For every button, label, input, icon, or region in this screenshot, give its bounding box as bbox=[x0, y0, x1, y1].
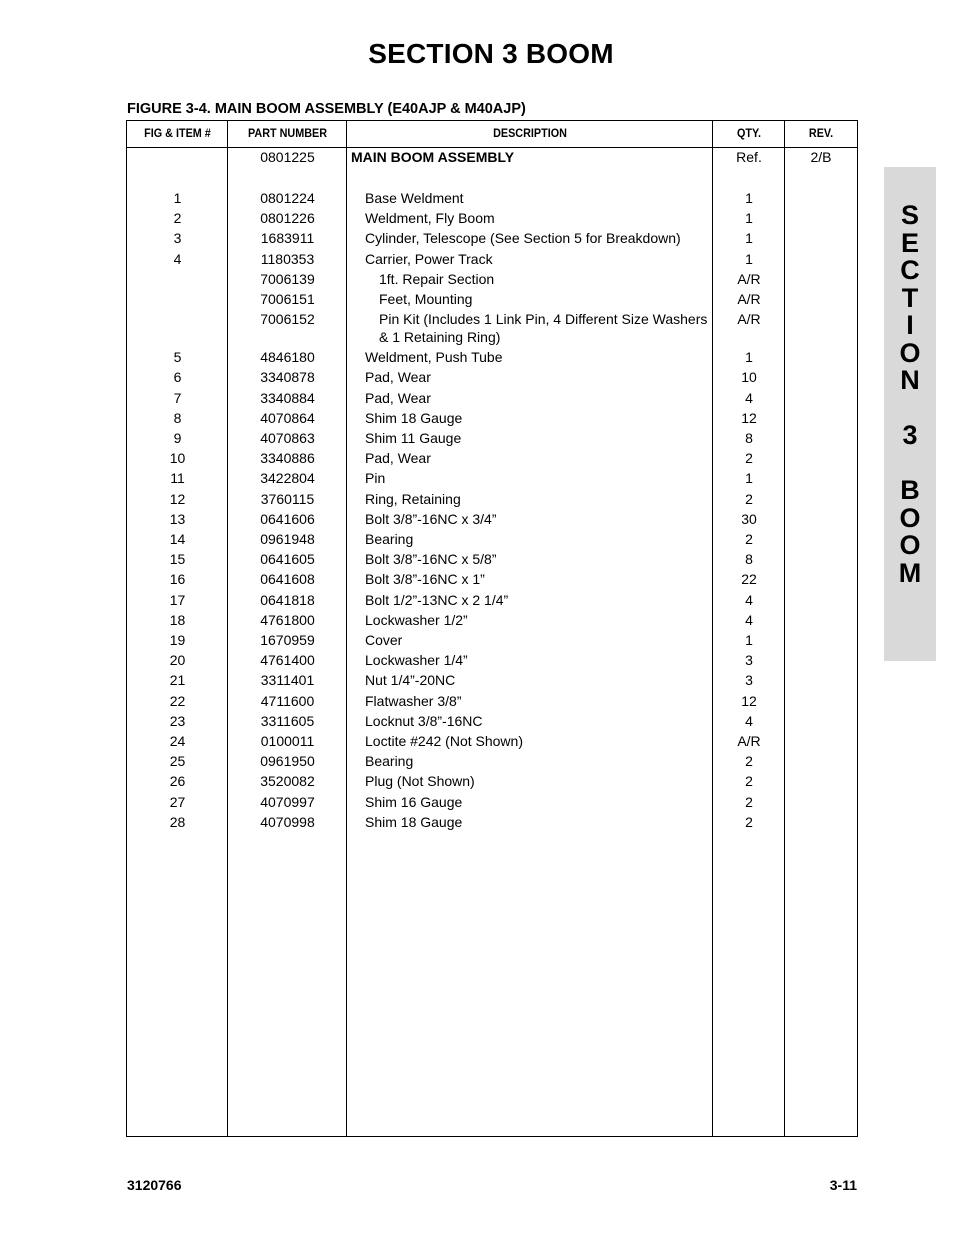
row-fig-item: 23 bbox=[169, 712, 186, 729]
row-description: Cylinder, Telescope (See Section 5 for Breakdown) bbox=[365, 230, 681, 247]
row-qty: 1 bbox=[745, 470, 753, 487]
row-description: Shim 18 Gauge bbox=[365, 409, 463, 426]
row-description: Pad, Wear bbox=[365, 450, 431, 467]
page-title: SECTION 3 BOOM bbox=[368, 38, 614, 69]
row-part-number: 3340884 bbox=[260, 389, 315, 406]
row-qty: 12 bbox=[741, 692, 757, 709]
row-part-number: 0801225 bbox=[260, 149, 315, 165]
row-description: Lockwasher 1/4” bbox=[365, 652, 468, 669]
row-part-number: 4761400 bbox=[260, 652, 315, 669]
row-qty: 1 bbox=[745, 230, 753, 247]
parts-table bbox=[126, 120, 858, 1137]
row-description: Feet, Mounting bbox=[379, 291, 473, 307]
row-fig-item: 11 bbox=[170, 470, 185, 487]
row-part-number: 0801226 bbox=[260, 210, 315, 227]
row-fig-item: 16 bbox=[169, 571, 186, 588]
row-description: MAIN BOOM ASSEMBLY bbox=[351, 149, 515, 165]
row-qty: 10 bbox=[741, 369, 757, 386]
row-description: Pad, Wear bbox=[365, 389, 431, 406]
row-qty: A/R bbox=[737, 311, 761, 328]
row-fig-item: 8 bbox=[173, 409, 182, 426]
row-part-number: 1683911 bbox=[260, 230, 315, 247]
row-description: Weldment, Fly Boom bbox=[365, 210, 495, 227]
row-description: Ring, Retaining bbox=[365, 490, 461, 507]
row-part-number: 0100011 bbox=[260, 733, 315, 749]
section-side-tab bbox=[884, 167, 936, 661]
row-description: Cover bbox=[365, 632, 403, 648]
row-part-number: 4846180 bbox=[260, 349, 315, 366]
row-part-number: 0641605 bbox=[260, 551, 315, 568]
row-description: Bolt 3/8”-16NC x 3/4” bbox=[365, 510, 497, 527]
row-fig-item: 17 bbox=[169, 591, 186, 608]
row-part-number: 3340878 bbox=[260, 369, 315, 386]
row-part-number: 4761800 bbox=[260, 611, 315, 628]
row-description: Loctite #242 (Not Shown) bbox=[365, 733, 523, 749]
row-description: Flatwasher 3/8” bbox=[365, 692, 462, 709]
row-qty: 2 bbox=[745, 793, 753, 810]
row-description: Nut 1/4”-20NC bbox=[365, 672, 456, 689]
row-qty: 3 bbox=[745, 652, 753, 669]
side-tab-letter: B bbox=[900, 475, 920, 505]
row-part-number: 3520082 bbox=[260, 773, 315, 790]
row-description: Bolt 3/8”-16NC x 1” bbox=[365, 571, 485, 588]
row-fig-item: 26 bbox=[169, 773, 186, 790]
row-description: Pin bbox=[365, 470, 386, 487]
row-part-number: 4070864 bbox=[260, 409, 315, 426]
row-description: Shim 18 Gauge bbox=[365, 813, 463, 830]
row-part-number: 4070997 bbox=[260, 793, 315, 810]
row-part-number: 0801224 bbox=[260, 190, 315, 206]
row-qty: 2 bbox=[745, 813, 753, 830]
row-fig-item: 7 bbox=[173, 389, 182, 406]
row-fig-item: 6 bbox=[173, 369, 182, 386]
row-qty: 30 bbox=[741, 510, 757, 527]
document-number: 3120766 bbox=[127, 1177, 182, 1193]
row-qty: 4 bbox=[745, 389, 753, 406]
row-description: Bolt 1/2”-13NC x 2 1/4” bbox=[365, 591, 509, 608]
header-fig-item: FIG & ITEM # bbox=[144, 126, 211, 140]
row-fig-item: 25 bbox=[169, 753, 186, 770]
header-rev: REV. bbox=[808, 126, 834, 140]
row-description-continued: & 1 Retaining Ring) bbox=[379, 329, 501, 346]
row-description: 1ft. Repair Section bbox=[379, 270, 495, 287]
side-tab-letter: O bbox=[899, 530, 921, 560]
row-fig-item: 15 bbox=[169, 551, 186, 568]
row-fig-item: 9 bbox=[173, 430, 182, 446]
row-description: Weldment, Push Tube bbox=[365, 349, 503, 366]
row-part-number: 0961948 bbox=[260, 531, 315, 547]
row-part-number: 3760115 bbox=[260, 490, 315, 507]
table-header bbox=[127, 121, 857, 148]
row-part-number: 3422804 bbox=[260, 470, 315, 487]
row-qty: 8 bbox=[745, 551, 753, 568]
row-part-number: 0641818 bbox=[260, 591, 315, 608]
row-description: Base Weldment bbox=[365, 190, 464, 206]
row-qty: 2 bbox=[745, 773, 753, 790]
row-part-number: 0641606 bbox=[260, 510, 315, 527]
side-tab-letter: O bbox=[899, 502, 921, 533]
row-qty: A/R bbox=[737, 291, 761, 307]
row-qty: 1 bbox=[745, 250, 753, 267]
row-part-number: 4711600 bbox=[260, 692, 315, 709]
side-tab-letter: T bbox=[901, 282, 919, 313]
side-tab-letter: S bbox=[900, 200, 919, 230]
row-fig-item: 19 bbox=[169, 632, 186, 648]
side-tab-letter: M bbox=[898, 557, 922, 588]
row-qty: 12 bbox=[741, 409, 757, 426]
row-part-number: 7006151 bbox=[260, 291, 315, 307]
side-tab-letter: N bbox=[900, 365, 920, 395]
row-qty: Ref. bbox=[736, 149, 762, 165]
row-part-number: 7006152 bbox=[260, 311, 315, 328]
row-description: Shim 16 Gauge bbox=[365, 793, 463, 810]
row-part-number: 0961950 bbox=[260, 753, 315, 770]
row-description: Carrier, Power Track bbox=[365, 250, 493, 267]
row-description: Pin Kit (Includes 1 Link Pin, 4 Different Size Washers & 1 Retaining Ring) bbox=[351, 310, 741, 346]
row-part-number: 3340886 bbox=[260, 450, 315, 467]
row-qty: 4 bbox=[745, 611, 753, 628]
side-tab-letter: O bbox=[899, 337, 921, 368]
row-description: Shim 11 Gauge bbox=[365, 430, 462, 446]
row-qty: 1 bbox=[745, 210, 753, 227]
row-description: Pad, Wear bbox=[365, 369, 431, 386]
row-fig-item: 4 bbox=[173, 250, 182, 267]
row-fig-item: 10 bbox=[169, 450, 186, 467]
row-part-number: 3311605 bbox=[260, 712, 315, 729]
row-qty: 8 bbox=[745, 430, 753, 446]
row-qty: 2 bbox=[745, 490, 753, 507]
row-qty: 1 bbox=[745, 349, 753, 366]
row-part-number: 4070998 bbox=[260, 813, 315, 830]
header-description: DESCRIPTION bbox=[493, 126, 567, 140]
row-fig-item: 27 bbox=[169, 793, 186, 810]
row-qty: 4 bbox=[745, 591, 753, 608]
row-qty: 4 bbox=[745, 712, 753, 729]
row-fig-item: 2 bbox=[173, 210, 182, 227]
row-qty: 2 bbox=[745, 531, 753, 547]
side-tab-letter: I bbox=[906, 310, 914, 340]
figure-title: FIGURE 3-4. MAIN BOOM ASSEMBLY (E40AJP & M40AJP) bbox=[127, 101, 526, 117]
side-tab-letter: E bbox=[900, 227, 919, 258]
header-qty: QTY. bbox=[736, 126, 761, 140]
row-part-number: 3311401 bbox=[260, 672, 315, 689]
row-description: Bolt 3/8”-16NC x 5/8” bbox=[365, 551, 497, 568]
row-rev: 2/B bbox=[810, 149, 832, 165]
row-part-number: 4070863 bbox=[260, 430, 315, 446]
row-qty: 2 bbox=[745, 753, 753, 770]
row-description: Plug (Not Shown) bbox=[365, 773, 475, 790]
header-part-number: PART NUMBER bbox=[247, 126, 328, 140]
row-fig-item: 22 bbox=[169, 692, 186, 709]
row-qty: A/R bbox=[737, 270, 761, 287]
row-part-number: 0641608 bbox=[260, 571, 315, 588]
row-fig-item: 12 bbox=[169, 490, 186, 507]
row-fig-item: 21 bbox=[169, 672, 186, 689]
row-part-number: 7006139 bbox=[260, 270, 315, 287]
row-fig-item: 3 bbox=[173, 230, 182, 247]
side-tab-letter: C bbox=[900, 255, 920, 285]
row-part-number: 1180353 bbox=[260, 250, 315, 267]
row-fig-item: 13 bbox=[169, 510, 186, 527]
row-description: Locknut 3/8”-16NC bbox=[365, 712, 483, 729]
page-number: 3-11 bbox=[829, 1177, 857, 1193]
row-qty: 3 bbox=[745, 672, 753, 689]
row-fig-item: 18 bbox=[169, 611, 186, 628]
row-description: Bearing bbox=[365, 531, 414, 547]
row-part-number: 1670959 bbox=[260, 632, 315, 648]
row-fig-item: 24 bbox=[169, 733, 186, 749]
row-qty: 2 bbox=[745, 450, 753, 467]
row-fig-item: 28 bbox=[169, 813, 186, 830]
row-description: Bearing bbox=[365, 753, 414, 770]
row-fig-item: 14 bbox=[169, 531, 186, 547]
row-qty: A/R bbox=[737, 733, 761, 749]
side-tab-letter: 3 bbox=[902, 420, 918, 450]
row-qty: 1 bbox=[745, 632, 753, 648]
row-qty: 22 bbox=[741, 571, 757, 588]
row-qty: 1 bbox=[745, 190, 753, 206]
row-fig-item: 20 bbox=[169, 652, 186, 669]
row-description: Lockwasher 1/2” bbox=[365, 611, 468, 628]
row-fig-item: 5 bbox=[173, 349, 182, 366]
row-fig-item: 1 bbox=[173, 190, 182, 206]
